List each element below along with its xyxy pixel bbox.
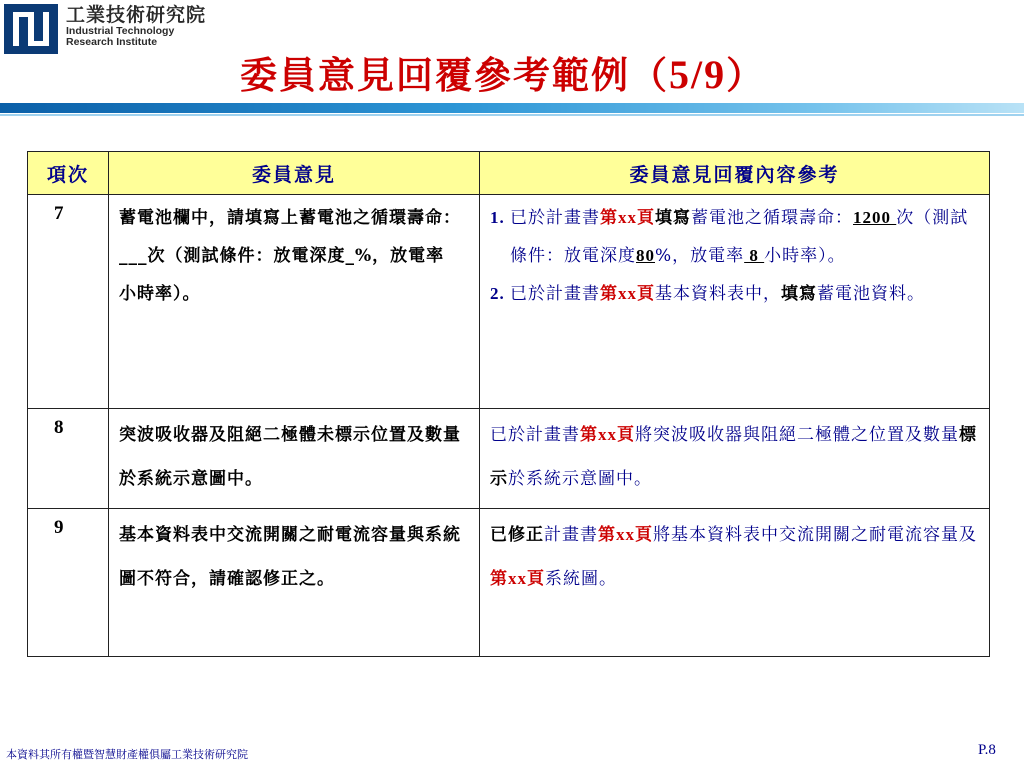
page-number: P.8 [978, 742, 996, 758]
table-row [28, 509, 990, 657]
header-gradient-bar [0, 103, 1024, 113]
opinion-cell: 基本資料表中交流開關之耐電流容量與系統圖不符合，請確認修正之。 [109, 509, 480, 657]
table-row [28, 195, 990, 409]
title-page-number: 5/9 [669, 52, 727, 97]
reply-item: 1. 已於計畫書第xx頁填寫蓄電池之循環壽命：1200 次（測試條件：放電深度80%，放電率 8 小時率）。 [510, 199, 983, 275]
header-reply: 委員意見回覆內容參考 [480, 152, 990, 195]
org-name-en-1: Industrial Technology [66, 25, 175, 37]
header-opinion: 委員意見 [109, 152, 480, 195]
reply-cell: 已修正計畫書第xx頁將基本資料表中交流開關之耐電流容量及第xx頁系統圖。 [480, 509, 990, 657]
row-number: 7 [28, 195, 109, 409]
org-name-zh: 工業技術研究院 [66, 4, 207, 26]
opinion-cell: 突波吸收器及阻絕二極體未標示位置及數量於系統示意圖中。 [109, 409, 480, 509]
header-thin-bar [0, 114, 1024, 116]
slide-title [240, 52, 765, 98]
opinion-table [27, 151, 990, 657]
title-close: ） [726, 53, 766, 97]
table-header-row [28, 152, 990, 195]
footer-copyright: 本資料其所有權暨智慧財產權俱屬工業技術研究院 [6, 748, 248, 761]
reply-item: 2. 已於計畫書第xx頁基本資料表中，填寫蓄電池資料。 [510, 275, 983, 313]
table-row [28, 409, 990, 509]
row-number: 9 [28, 509, 109, 657]
title-text: 委員意見回覆參考範例（ [240, 53, 669, 97]
org-name [66, 4, 206, 48]
header-item-no: 項次 [28, 152, 109, 195]
row-number: 8 [28, 409, 109, 509]
reply-cell [480, 195, 990, 409]
reply-cell: 已於計畫書第xx頁將突波吸收器與阻絕二極體之位置及數量標示於系統示意圖中。 [480, 409, 990, 509]
org-name-en-2: Research Institute [66, 36, 158, 48]
itri-logo-icon [4, 4, 58, 54]
opinion-cell: 蓄電池欄中，請填寫上蓄電池之循環壽命：___次（測試條件：放電深度_%，放電率 小時率）。 [109, 195, 480, 409]
